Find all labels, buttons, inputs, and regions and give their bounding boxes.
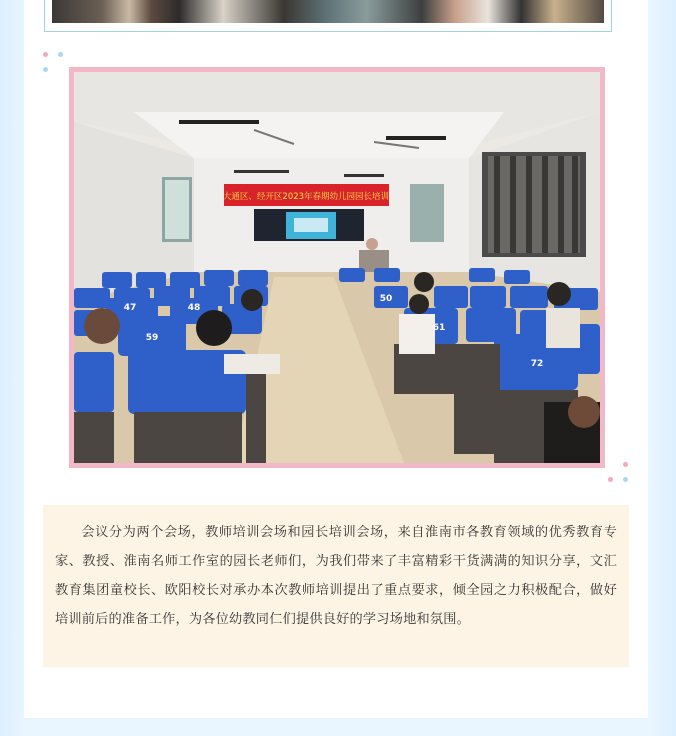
seat-number: 48 — [187, 303, 201, 313]
banner-text: 大通区、经开区2023年春期幼儿园园长培训 — [222, 192, 390, 202]
article-text-box — [43, 505, 629, 667]
seat-number: 72 — [530, 359, 544, 369]
meeting-photo — [74, 72, 600, 463]
seat-number: 59 — [145, 333, 159, 343]
article-paragraph: 会议分为两个会场，教师培训会场和园长培训会场，来自淮南市各教育领域的优秀教育专家、教授、淮南名师工作室的园长老师们，为我们带来了丰富精彩干货满满的知识分享，文汇教育集团童校长、欧阳校长对承办本次教师培训提出了重点要求，倾全园之力积极配合，做好培训前后的准备工作，为各位幼教同仁们提供良好的学习场地和氛围。 — [55, 525, 617, 627]
meeting-photo-frame — [69, 67, 605, 468]
seat-number: 61 — [432, 323, 446, 333]
classroom-scene — [74, 72, 600, 463]
top-photo-image — [52, 0, 604, 23]
seat-number: 47 — [123, 303, 137, 313]
seat-number: 50 — [379, 294, 393, 304]
top-photo-frame — [44, 0, 612, 32]
